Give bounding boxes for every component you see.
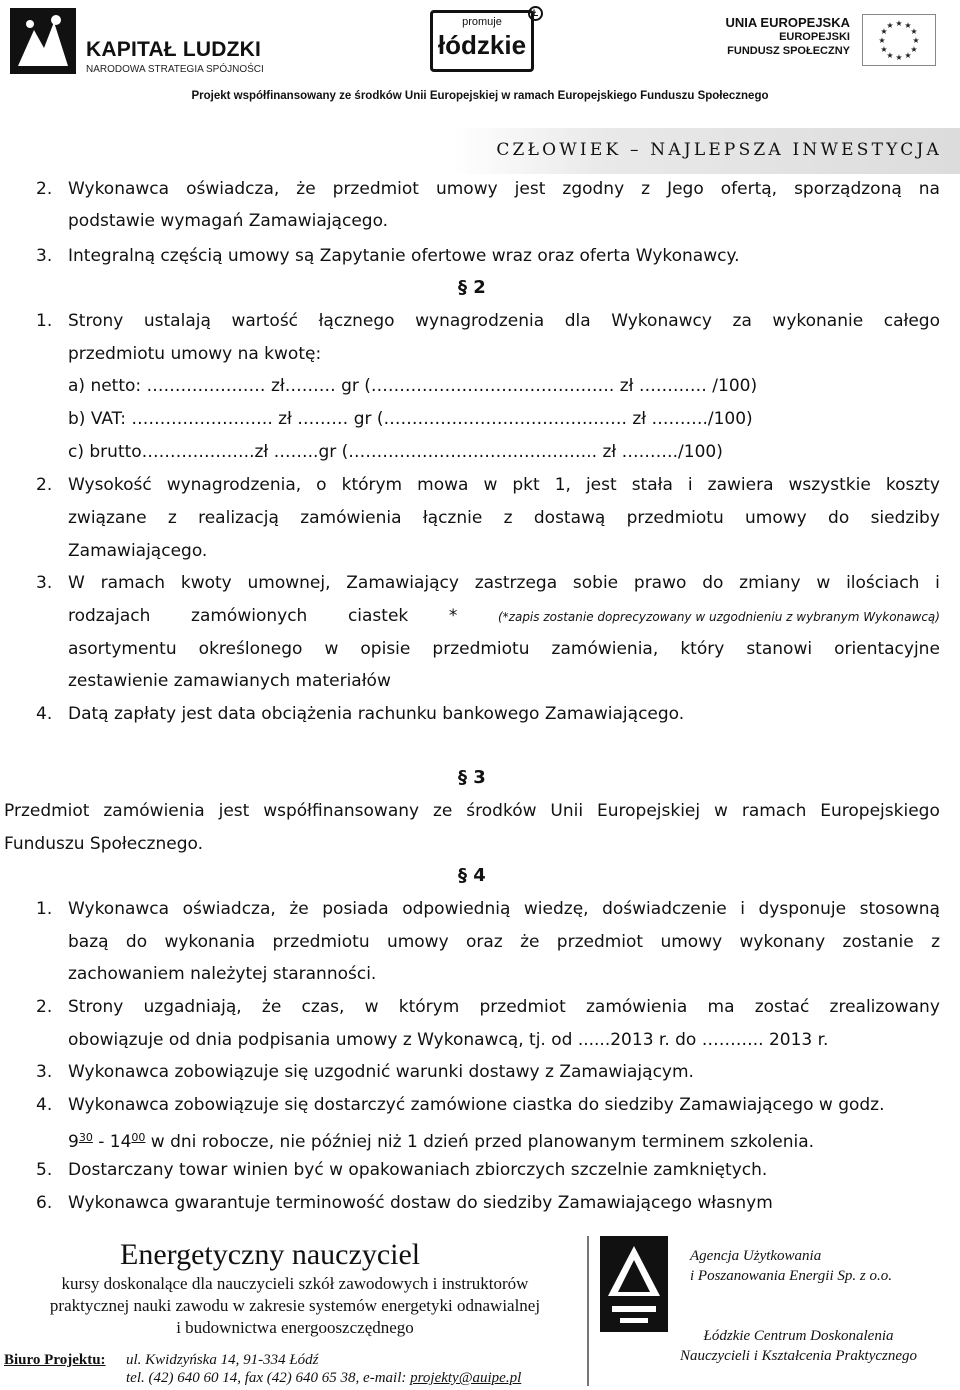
s2-3-line-3-word: w bbox=[324, 639, 339, 659]
s2-3-word-2: zamówionych bbox=[191, 606, 308, 626]
s2-2-line-1-word: stała bbox=[631, 475, 673, 495]
s2-2-line-2-word: z bbox=[503, 508, 513, 528]
s2-3-line-1-word: sobie bbox=[572, 573, 619, 593]
s3-line-1-word: w bbox=[714, 801, 728, 821]
s3-line-2: Funduszu Społecznego. bbox=[4, 834, 203, 854]
s4-2-line-1-word: zrealizowany bbox=[829, 997, 940, 1017]
s2-2-line-1-word: 1, bbox=[554, 475, 571, 495]
s2-1-line-1-word: całego bbox=[883, 311, 940, 331]
s4-3-line-1: Wykonawca zobowiązuje się uzgodnić warunki dostawy z Zamawiającym. bbox=[68, 1062, 694, 1082]
s4-2-line-1-word: że bbox=[261, 997, 282, 1017]
footer-contact-text: tel. (42) 640 60 14, fax (42) 640 65 38, e-mail: bbox=[126, 1370, 411, 1386]
footer-title: Energetyczny nauczyciel bbox=[120, 1238, 421, 1271]
s2-1-line-1-word: Strony bbox=[68, 311, 124, 331]
s4-2-number: 2. bbox=[36, 997, 53, 1017]
s4-1-line-2-word: że bbox=[520, 932, 540, 952]
svg-text:★: ★ bbox=[880, 27, 888, 36]
s4-4-line-2 bbox=[68, 1127, 814, 1153]
s2-3-line-3-word: który bbox=[680, 639, 725, 659]
s2-2-line-3: Zamawiającego. bbox=[68, 541, 208, 561]
s2-3-word-1: rodzajach bbox=[68, 606, 151, 626]
s2-2-line-2 bbox=[68, 507, 940, 529]
s2-2-line-2-word: umowy bbox=[745, 508, 807, 528]
s4-2-line-1-word: w bbox=[364, 997, 379, 1017]
s4-6-line-1: Wykonawca gwarantuje terminowość dostaw do siedziby Zamawiającego własnym bbox=[68, 1193, 773, 1213]
svg-text:★: ★ bbox=[912, 36, 920, 45]
s3-line-1 bbox=[4, 800, 940, 822]
p2-line-1-word: oświadcza, bbox=[186, 179, 280, 199]
s4-4-line-1: Wykonawca zobowiązuje się dostarczyć zamówione ciastka do siedziby Zamawiającego w godz. bbox=[68, 1095, 885, 1115]
s2-3-line-3-word: zamówienia, bbox=[551, 639, 659, 659]
p3-line-1: Integralną częścią umowy są Zapytanie ofertowe wraz oraz oferta Wykonawcy. bbox=[68, 246, 740, 266]
s2-1-number: 1. bbox=[36, 311, 53, 331]
s2-3-line-1-word: zmiany bbox=[739, 573, 801, 593]
s2-1-line-1-word: wartość bbox=[231, 311, 299, 331]
footer-subtitle-3: i budownictwa energooszczędnego bbox=[176, 1318, 414, 1337]
s4-2-line-1 bbox=[68, 996, 940, 1018]
s3-line-1-word: współfinansowany bbox=[263, 801, 420, 821]
footer-biuro-label: Biuro Projektu: bbox=[4, 1352, 106, 1368]
p2-line-2: podstawie wymagań Zamawiającego. bbox=[68, 211, 389, 231]
eu-logo bbox=[700, 14, 950, 74]
p2-line-1-word: przedmiot bbox=[332, 179, 419, 199]
delivery-terms: w dni robocze, nie później niż 1 dzień przed planowanym terminem szkolenia. bbox=[145, 1132, 815, 1152]
s4-1-line-1-word: dysponuje bbox=[758, 899, 847, 919]
s2-1-line-1-word: wykonanie bbox=[772, 311, 864, 331]
s2-1-line-1-word: za bbox=[732, 311, 752, 331]
footer-subtitle-1: kursy doskonalące dla nauczycieli szkół zawodowych i instruktorów bbox=[61, 1274, 529, 1293]
s3-line-1-word: jest bbox=[218, 801, 250, 821]
delivery-hour-end: - 14 bbox=[92, 1132, 132, 1152]
s2-1-line-1-word: dla bbox=[564, 311, 591, 331]
s3-line-1-word: ramach bbox=[741, 801, 807, 821]
eu-flag-icon bbox=[862, 14, 936, 66]
s2-2-line-1-word: i bbox=[687, 475, 693, 495]
s4-1-line-1-word: doświadczenie bbox=[602, 899, 727, 919]
s4-1-line-2-word: przedmiot bbox=[556, 932, 644, 952]
p2-line-1 bbox=[68, 178, 940, 200]
kapital-ludzki-logo bbox=[10, 8, 310, 78]
footer-lcd-line-1: Łódzkie Centrum Doskonalenia bbox=[703, 1328, 894, 1344]
s2-2-line-2-word: zamówienia bbox=[300, 508, 402, 528]
lodzkie-mark: Ł bbox=[528, 6, 543, 21]
svg-text:★: ★ bbox=[904, 21, 912, 30]
s4-1-line-2-word: wykonania bbox=[164, 932, 256, 952]
s4-1-line-2-word: zostanie bbox=[842, 932, 914, 952]
footer-divider bbox=[587, 1236, 589, 1386]
eu-line-3: FUNDUSZ SPOŁECZNY bbox=[727, 45, 850, 57]
footer-agency bbox=[690, 1246, 892, 1286]
eu-line-2: EUROPEJSKI bbox=[779, 31, 850, 43]
p2-line-1-word: Wykonawca bbox=[68, 179, 170, 199]
delivery-minute-end: 00 bbox=[131, 1131, 146, 1144]
s4-1-line-1-word: wiedzę, bbox=[523, 899, 589, 919]
amount-netto-field: a) netto: ………………… zł……… gr (……………………………………. zł ………… /100) bbox=[68, 376, 758, 396]
s2-3-line-1-word: zastrzega bbox=[474, 573, 558, 593]
s4-4-number: 4. bbox=[36, 1095, 53, 1115]
promuje-label: promuje bbox=[462, 16, 502, 28]
s4-1-line-2-word: bazą bbox=[68, 932, 109, 952]
s2-2-line-1-word: wynagrodzenia, bbox=[166, 475, 302, 495]
section-2-heading: § 2 bbox=[458, 277, 486, 298]
s4-2-line-1-word: zostać bbox=[754, 997, 810, 1017]
s2-4-line-1: Datą zapłaty jest data obciążenia rachunku bankowego Zamawiającego. bbox=[68, 704, 685, 724]
svg-text:★: ★ bbox=[878, 36, 886, 45]
s2-3-line-3-word: stanowi bbox=[746, 639, 813, 659]
s2-2-line-1-word: wszystkie bbox=[788, 475, 871, 495]
s2-3-line-1-word: ramach bbox=[100, 573, 166, 593]
s4-1-line-1-word: że bbox=[289, 899, 309, 919]
footer-lcd bbox=[680, 1326, 917, 1366]
p2-line-1-word: jest bbox=[514, 179, 546, 199]
svg-text:★: ★ bbox=[886, 21, 894, 30]
kapital-ludzki-subtitle: NARODOWA STRATEGIA SPÓJNOŚCI bbox=[86, 64, 264, 75]
s4-1-line-2-word: przedmiotu bbox=[272, 932, 370, 952]
s4-1-line-2 bbox=[68, 931, 940, 953]
p2-line-1-word: zgodny bbox=[562, 179, 625, 199]
s4-1-line-2-word: oraz bbox=[465, 932, 503, 952]
s2-2-number: 2. bbox=[36, 475, 53, 495]
footer-address: ul. Kwidzyńska 14, 91-334 Łódź bbox=[126, 1352, 319, 1368]
s2-2-line-2-word: realizacją bbox=[198, 508, 279, 528]
s4-2-line-1-word: uzgadniają, bbox=[143, 997, 242, 1017]
footer-lcd-line-2: Nauczycieli i Kształcenia Praktycznego bbox=[680, 1348, 918, 1364]
page-header bbox=[0, 0, 960, 175]
s2-3-line-1-word: prawo bbox=[633, 573, 687, 593]
slogan-bar bbox=[452, 128, 960, 174]
s2-3-number: 3. bbox=[36, 573, 53, 593]
s2-3-line-1-word: i bbox=[935, 573, 940, 593]
s2-2-line-2-word: dostawą bbox=[533, 508, 606, 528]
s4-1-line-1-word: oświadcza, bbox=[182, 899, 276, 919]
s4-1-line-1 bbox=[68, 898, 940, 920]
s4-5-line-1: Dostarczany towar winien być w opakowaniach zbiorczych szczelnie zamkniętych. bbox=[68, 1160, 768, 1180]
s2-2-line-2-word: łącznie bbox=[422, 508, 483, 528]
s2-2-line-1-word: zawiera bbox=[707, 475, 774, 495]
s2-2-line-1 bbox=[68, 474, 940, 496]
project-cofinancing-line: Projekt współfinansowany ze środków Unii Europejskiej w ramach Europejskiego Funduszu Społecznego bbox=[191, 90, 769, 102]
svg-text:★: ★ bbox=[880, 45, 888, 54]
p3-number: 3. bbox=[36, 246, 53, 266]
s2-3-line-3 bbox=[68, 638, 940, 660]
s4-2-line-1-word: czas, bbox=[301, 997, 345, 1017]
eu-line-1: UNIA EUROPEJSKA bbox=[725, 15, 850, 30]
delivery-hour-start: 9 bbox=[68, 1132, 79, 1152]
s3-line-1-word: Europejskiej bbox=[597, 801, 701, 821]
s2-1-line-1 bbox=[68, 310, 940, 332]
s4-1-line-3: zachowaniem należytej staranności. bbox=[68, 964, 377, 984]
svg-text:★: ★ bbox=[910, 45, 918, 54]
s4-6-number: 6. bbox=[36, 1193, 53, 1213]
s2-2-line-1-word: którym bbox=[341, 475, 403, 495]
s2-3-line-3-word: orientacyjne bbox=[834, 639, 940, 659]
section-3-heading: § 3 bbox=[458, 767, 486, 788]
s4-1-line-2-word: umowy bbox=[386, 932, 449, 952]
s2-3-line-1-word: w bbox=[816, 573, 831, 593]
s2-3-line-1-word: W bbox=[68, 573, 85, 593]
s2-1-line-1-word: wynagrodzenia bbox=[415, 311, 545, 331]
s2-2-line-2-word: do bbox=[828, 508, 850, 528]
s2-3-line-1-word: kwoty bbox=[180, 573, 232, 593]
svg-text:★: ★ bbox=[895, 53, 903, 62]
svg-text:★: ★ bbox=[904, 51, 912, 60]
slogan: CZŁOWIEK – NAJLEPSZA INWESTYCJA bbox=[496, 140, 942, 160]
svg-text:★: ★ bbox=[910, 27, 918, 36]
s4-2-line-1-word: którym bbox=[398, 997, 460, 1017]
s2-2-line-1-word: koszty bbox=[885, 475, 940, 495]
p2-line-1-word: że bbox=[296, 179, 316, 199]
s2-2-line-1-word: mowa bbox=[417, 475, 469, 495]
s2-2-line-2-word: siedziby bbox=[870, 508, 940, 528]
s4-1-line-1-word: stosowną bbox=[859, 899, 940, 919]
kapital-ludzki-title: KAPITAŁ LUDZKI bbox=[86, 38, 262, 61]
s4-1-line-2-word: wykonany bbox=[739, 932, 826, 952]
p2-line-1-word: umowy bbox=[435, 179, 498, 199]
s2-3-line-3-word: opisie bbox=[360, 639, 411, 659]
s4-1-line-1-word: Wykonawca bbox=[68, 899, 170, 919]
p2-line-1-word: sporządzoną bbox=[794, 179, 902, 199]
s3-line-1-word: środków bbox=[466, 801, 537, 821]
s2-3-line-1-word: umownej, bbox=[247, 573, 331, 593]
p2-number: 2. bbox=[36, 179, 53, 199]
auipe-logo-icon bbox=[600, 1236, 668, 1332]
s2-2-line-1-word: Wysokość bbox=[68, 475, 152, 495]
p2-line-1-word: ofertą, bbox=[720, 179, 778, 199]
s4-1-line-1-word: posiada bbox=[322, 899, 389, 919]
footer-agency-line-1: Agencja Użytkowania bbox=[690, 1248, 822, 1264]
s4-1-number: 1. bbox=[36, 899, 53, 919]
s2-2-line-2-word: przedmiotu bbox=[626, 508, 724, 528]
s2-3-line-3-word: asortymentu bbox=[68, 639, 177, 659]
s4-1-line-2-word: umowy bbox=[660, 932, 723, 952]
p2-line-1-word: Jego bbox=[667, 179, 704, 199]
s2-3-line-1-word: Zamawiający bbox=[346, 573, 459, 593]
footer-contact bbox=[126, 1370, 521, 1387]
s3-line-1-word: Unii bbox=[550, 801, 584, 821]
s2-2-line-2-word: związane bbox=[68, 508, 147, 528]
svg-text:★: ★ bbox=[895, 19, 903, 28]
s4-2-line-2: obowiązuje od dnia podpisania umowy z Wykonawcą, tj. od ......2013 r. do ……….. 2013 r. bbox=[68, 1030, 829, 1050]
s4-2-line-1-word: ma bbox=[707, 997, 735, 1017]
s4-3-number: 3. bbox=[36, 1062, 53, 1082]
s2-3-word-4: * bbox=[448, 606, 458, 626]
eu-text bbox=[726, 16, 850, 58]
s2-4-number: 4. bbox=[36, 704, 53, 724]
s2-3-line-2 bbox=[68, 605, 940, 628]
delivery-minute-start: 30 bbox=[78, 1131, 93, 1144]
s3-line-1-word: Europejskiego bbox=[820, 801, 940, 821]
s4-1-line-1-word: odpowiednią bbox=[402, 899, 511, 919]
footer-subtitle-2: praktycznej nauki zawodu w zakresie systemów energetyki odnawialnej bbox=[49, 1296, 541, 1315]
amount-brutto-field: c) brutto………………..zł ……..gr (…………………………………….. zł ………./100) bbox=[68, 442, 723, 462]
s2-3-line-4: zestawienie zamawianych materiałów bbox=[68, 671, 391, 691]
s2-3-line-1-word: ilościach bbox=[846, 573, 920, 593]
section-4-heading: § 4 bbox=[458, 865, 486, 886]
lodzkie-label: łódzkie bbox=[437, 30, 527, 60]
s2-1-line-1-word: łącznego bbox=[318, 311, 395, 331]
s2-3-line-3-word: przedmiotu bbox=[432, 639, 530, 659]
p2-line-1-word: z bbox=[641, 179, 651, 199]
s4-1-line-2-word: do bbox=[125, 932, 148, 952]
s2-1-line-1-word: ustalają bbox=[143, 311, 211, 331]
s2-3-footnote: (*zapis zostanie doprecyzowany w uzgodnieniu z wybranym Wykonawcą) bbox=[497, 610, 940, 624]
s2-2-line-2-word: z bbox=[167, 508, 177, 528]
s4-2-line-1-word: zamówienia bbox=[586, 997, 688, 1017]
s3-line-1-word: zamówienia bbox=[103, 801, 205, 821]
s2-3-line-3-word: określonego bbox=[198, 639, 303, 659]
p2-line-1-word: na bbox=[918, 179, 940, 199]
kapital-ludzki-mark-icon bbox=[10, 8, 76, 74]
s3-line-1-word: Przedmiot bbox=[4, 801, 90, 821]
s4-2-line-1-word: Strony bbox=[68, 997, 124, 1017]
s2-2-line-1-word: o bbox=[316, 475, 327, 495]
svg-text:★: ★ bbox=[886, 51, 894, 60]
s2-3-word-3: ciastek bbox=[347, 606, 409, 626]
s2-1-line-1-word: Wykonawcy bbox=[611, 311, 712, 331]
promuje-lodzkie-logo bbox=[430, 6, 548, 78]
s2-3-line-1-word: do bbox=[702, 573, 724, 593]
s4-1-line-2-word: z bbox=[931, 932, 940, 952]
s2-2-line-1-word: pkt bbox=[512, 475, 540, 495]
s2-3-line-1 bbox=[68, 572, 940, 594]
s4-2-line-1-word: przedmiot bbox=[479, 997, 566, 1017]
amount-vat-field: b) VAT: ……………………. zł ……… gr (……………………………………. zł ………./100) bbox=[68, 409, 753, 429]
footer-agency-line-2: i Poszanowania Energii Sp. z o.o. bbox=[690, 1268, 892, 1284]
s3-line-1-word: ze bbox=[433, 801, 453, 821]
s2-2-line-1-word: w bbox=[483, 475, 498, 495]
s2-2-line-1-word: jest bbox=[585, 475, 617, 495]
s2-1-line-2: przedmiotu umowy na kwotę: bbox=[68, 344, 322, 364]
s4-1-line-1-word: i bbox=[740, 899, 745, 919]
footer-email-link[interactable]: projekty@auipe.pl bbox=[410, 1370, 522, 1386]
s4-5-number: 5. bbox=[36, 1160, 53, 1180]
page-footer bbox=[0, 1230, 960, 1390]
